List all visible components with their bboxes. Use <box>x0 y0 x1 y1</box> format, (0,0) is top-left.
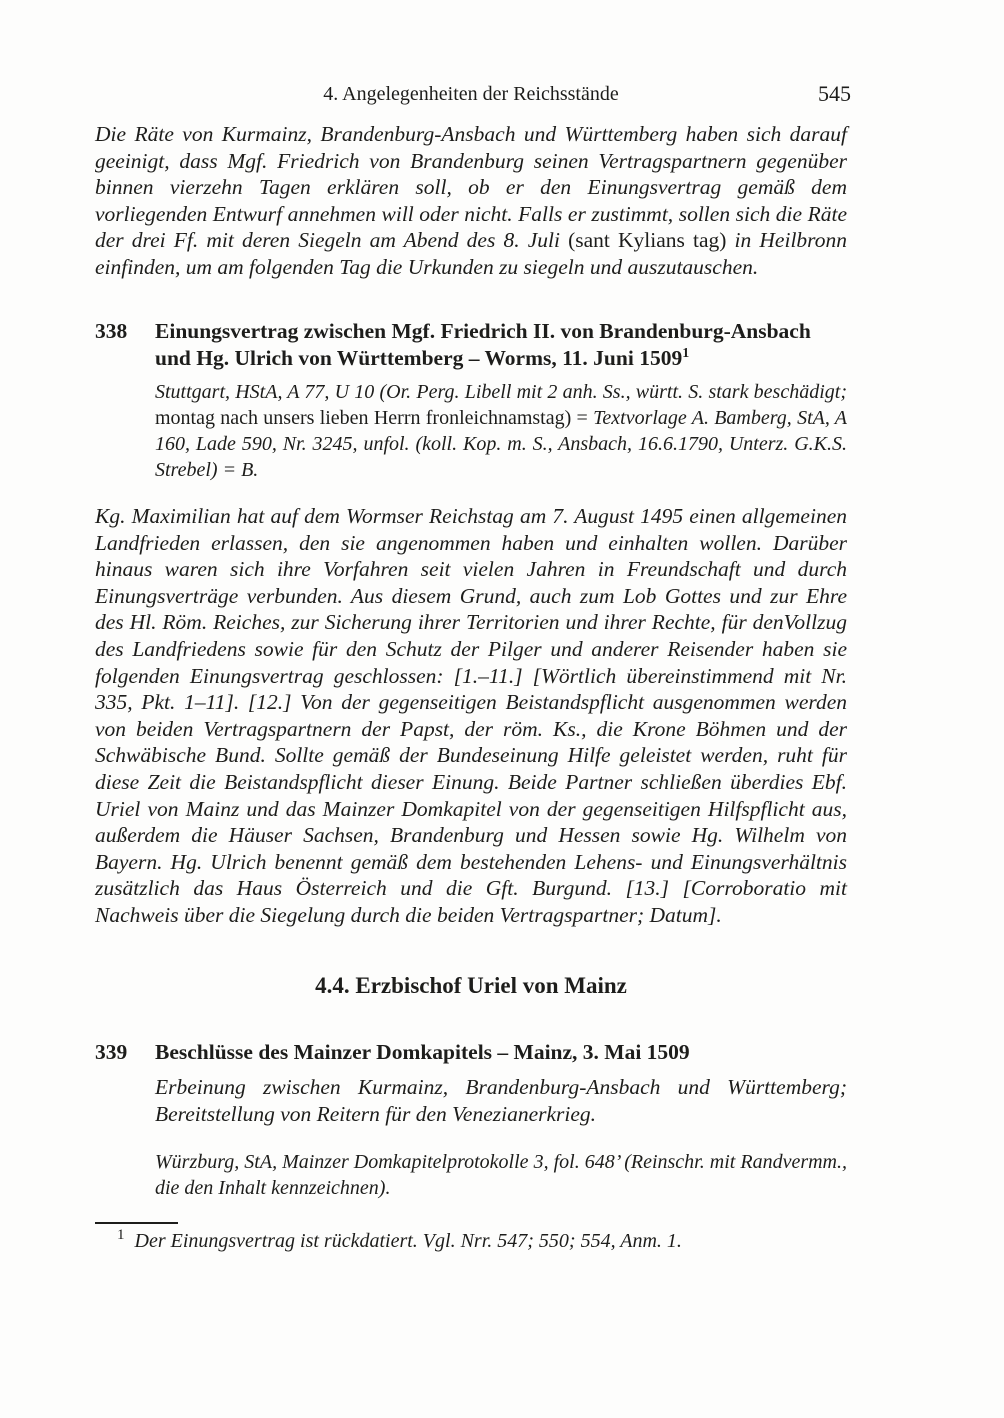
section-heading-4-4: 4.4. Erzbischof Uriel von Mainz <box>315 972 627 998</box>
entry-339-number: 339 <box>95 1039 128 1064</box>
lead-summary-paragraph <box>95 121 847 280</box>
footnote-block <box>95 1222 847 1254</box>
entry-338-number: 338 <box>95 319 128 343</box>
entry-339-source: Würzburg, StA, Mainzer Domkapitelprotokolle 3, fol. 648’ (Reinschr. mit Randvermm., die den Inhalt kennzeichnen). <box>155 1151 847 1199</box>
entry-339 <box>95 1039 847 1202</box>
lead-summary-italic-2: in Heilbronn einfinden, um am folgenden Tag die Urkunden zu siegeln und auszutauschen. <box>95 228 847 279</box>
entry-338-source-italic-1: Stuttgart, HStA, A 77, U 10 (Or. Perg. Libell mit 2 anh. Ss., württ. S. stark beschädigt; <box>155 381 847 403</box>
footnote-1-number: 1 <box>117 1227 125 1244</box>
entry-339-heading <box>95 1039 847 1066</box>
entry-338-heading <box>95 318 847 372</box>
running-header <box>95 80 851 108</box>
entry-338 <box>95 318 847 929</box>
entry-338-source-roman-quote: montag nach unsers lieben Herrn fronleichnamstag) = <box>155 407 594 429</box>
entry-338-title <box>155 318 847 372</box>
entry-338-regest: Kg. Maximilian hat auf dem Wormser Reichstag am 7. August 1495 einen allgemeinen Landfrieden erlassen, den sie angenommen haben und einhalten wollen. Darüber hinaus waren sich ihre Vorfahren seit vielen Jahren in Freundschaft und durch Einungsverträge verbunden. Aus diesem Grund, auch zum Lob Gottes und zur Ehre des Hl. Röm. Reiches, zur Sicherung ihrer Territorien und ihrer Rechte, für denVollzug des Landfriedens sowie für den Schutz der Pilger und anderer Reisender haben sie folgenden Einungsvertrag geschlossen: [1.–11.] [Wörtlich übereinstimmend mit Nr. 335, Pkt. 1–11]. [12.] Von der gegenseitigen Beistandspflicht ausgenommen werden von beiden Vertragspartnern der Papst, der röm. Ks., die Krone Böhmen und der Schwäbische Bund. Sollte gemäß der Bundeseinung Hilfe geleistet werden, ruht für diese Zeit die Beistandspflicht dieser Einung. Beide Partner schließen überdies Ebf. Uriel von Mainz und das Mainzer Domkapitel von der gegenseitigen Hilfspflicht aus, außerdem die Häuser Sachsen, Brandenburg und Hessen sowie Hg. Wilhelm von Bayern. Hg. Ulrich benennt gemäß dem bestehenden Lehens- und Einungsverhältnis zusätzlich das Haus Österreich und die Gft. Burgund. [13.] [Corroboratio mit Nachweis über die Siegelung durch die beiden Vertragspartner; Datum]. <box>95 504 847 927</box>
entry-338-source-italic-2: Textvorlage A. Bamberg, StA, A 160, Lade 590, Nr. 3245, unfol. (koll. Kop. m. S., Ansbach, 16.6.1790, Unterz. G.K.S. Strebel) = B. <box>155 407 847 481</box>
footnote-1 <box>95 1228 847 1254</box>
entry-339-title: Beschlüsse des Mainzer Domkapitels – Mainz, 3. Mai 1509 <box>155 1039 690 1064</box>
footnote-reference-1: 1 <box>682 345 690 361</box>
running-header-title: 4. Angelegenheiten der Reichsstände <box>323 83 619 105</box>
entry-338-title-text: Einungsvertrag zwischen Mgf. Friedrich II. von Brandenburg-Ansbach und Hg. Ulrich von Württemberg – Worms, 11. Juni 1509 <box>155 319 811 370</box>
entry-339-summary: Erbeinung zwischen Kurmainz, Brandenburg-Ansbach und Württemberg; Bereitstellung von Reitern für den Venezianerkrieg. <box>155 1074 847 1126</box>
lead-summary-roman-quote: (sant Kylians tag) <box>568 228 727 252</box>
footnote-1-text: Der Einungsvertrag ist rückdatiert. Vgl. Nrr. 547; 550; 554, Anm. 1. <box>134 1230 682 1252</box>
lead-summary-italic-1: Die Räte von Kurmainz, Brandenburg-Ansbach und Württemberg haben sich darauf geeinigt, dass Mgf. Friedrich von Brandenburg seinen Vertragspartnern gegenüber binnen vierzehn Tagen erklären soll, ob er den Einungsvertrag gemäß dem vorliegenden Entwurf annehmen will oder nicht. Falls er zustimmt, sollen sich die Räte der drei Ff. mit deren Siegeln am Abend des 8. Juli <box>95 122 847 252</box>
footnote-separator-rule <box>95 1222 178 1224</box>
page-number: 545 <box>818 81 851 106</box>
entry-338-source <box>155 379 847 483</box>
